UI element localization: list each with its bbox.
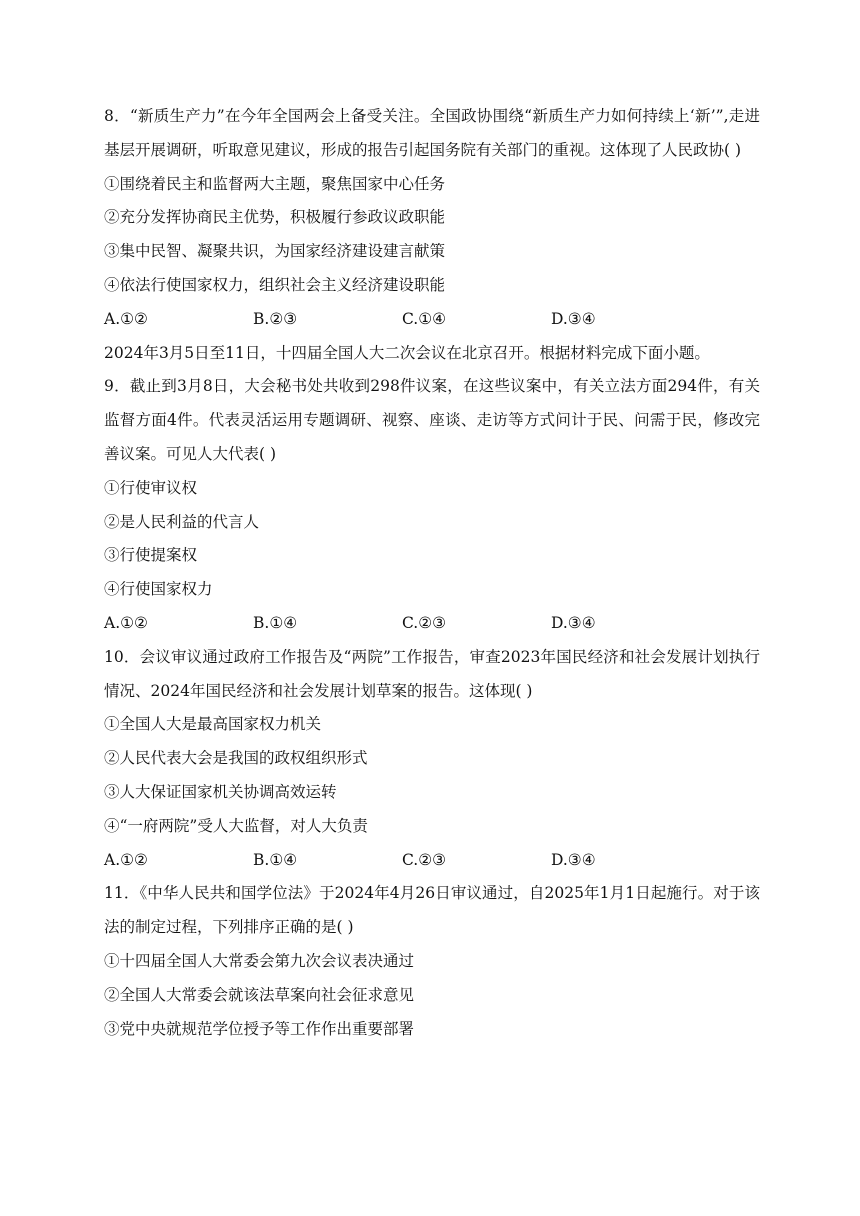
option-c: C.②③ <box>402 613 447 632</box>
question-stem: 11．《中华人民共和国学位法》于2024年4月26日审议通过，自2025年1月1日起施行。对于该法的制定过程，下列排序正确的是( ) <box>104 884 760 937</box>
option-a: A.①② <box>104 309 148 328</box>
question-11 <box>104 877 760 1046</box>
choice-item: ②人民代表大会是我国的政权组织形式 <box>104 749 368 768</box>
answer-options <box>104 844 760 878</box>
option-d: D.③④ <box>551 309 596 328</box>
question-stem: 8．“新质生产力”在今年全国两会上备受关注。全国政协围绕“新质生产力如何持续上‘新’”,走进基层开展调研，听取意见建议，形成的报告引起国务院有关部门的重视。这体现了人民政协( ) <box>104 107 760 159</box>
choice-item: ①行使审议权 <box>104 478 198 497</box>
question-8 <box>104 100 760 337</box>
choice-item: ①围绕着民主和监督两大主题，聚焦国家中心任务 <box>104 174 446 193</box>
choice-item: ①全国人大是最高国家权力机关 <box>104 715 322 734</box>
choice-item: ③行使提案权 <box>104 546 198 565</box>
question-9 <box>104 337 760 641</box>
option-c: C.②③ <box>402 850 447 869</box>
answer-options <box>104 303 760 337</box>
choice-item: ①十四届全国人大常委会第九次会议表决通过 <box>104 951 415 970</box>
choice-item: ④依法行使国家权力，组织社会主义经济建设职能 <box>104 275 446 294</box>
option-b: B.②③ <box>253 309 298 328</box>
choice-item: ③党中央就规范学位授予等工作作出重要部署 <box>104 1019 415 1038</box>
choice-item: ②是人民利益的代言人 <box>104 512 260 531</box>
choice-item: ③人大保证国家机关协调高效运转 <box>104 782 337 801</box>
answer-options <box>104 607 760 641</box>
choice-item: ②充分发挥协商民主优势，积极履行参政议政职能 <box>104 208 446 227</box>
material-intro: 2024年3月5日至11日，十四届全国人大二次会议在北京召开。根据材料完成下面小题。 <box>104 343 710 362</box>
question-stem: 10．会议审议通过政府工作报告及“两院”工作报告，审查2023年国民经济和社会发展计划执行情况、2024年国民经济和社会发展计划草案的报告。这体现( ) <box>104 647 760 700</box>
question-10 <box>104 641 760 878</box>
choice-item: ③集中民智、凝聚共识，为国家经济建设建言献策 <box>104 242 446 261</box>
question-stem: 9．截止到3月8日，大会秘书处共收到298件议案，在这些议案中，有关立法方面294件，有关监督方面4件。代表灵活运用专题调研、视察、座谈、走访等方式问计于民、问需于民，修改完善议案。可见人大代表( ) <box>104 377 760 463</box>
option-d: D.③④ <box>551 613 596 632</box>
option-c: C.①④ <box>402 309 447 328</box>
option-d: D.③④ <box>551 850 596 869</box>
option-a: A.①② <box>104 613 148 632</box>
option-b: B.①④ <box>253 850 298 869</box>
choice-item: ④“一府两院”受人大监督，对人大负责 <box>104 816 368 835</box>
question-list <box>104 100 760 1046</box>
choice-item: ④行使国家权力 <box>104 580 213 599</box>
option-b: B.①④ <box>253 613 298 632</box>
option-a: A.①② <box>104 850 148 869</box>
choice-item: ②全国人大常委会就该法草案向社会征求意见 <box>104 985 415 1004</box>
